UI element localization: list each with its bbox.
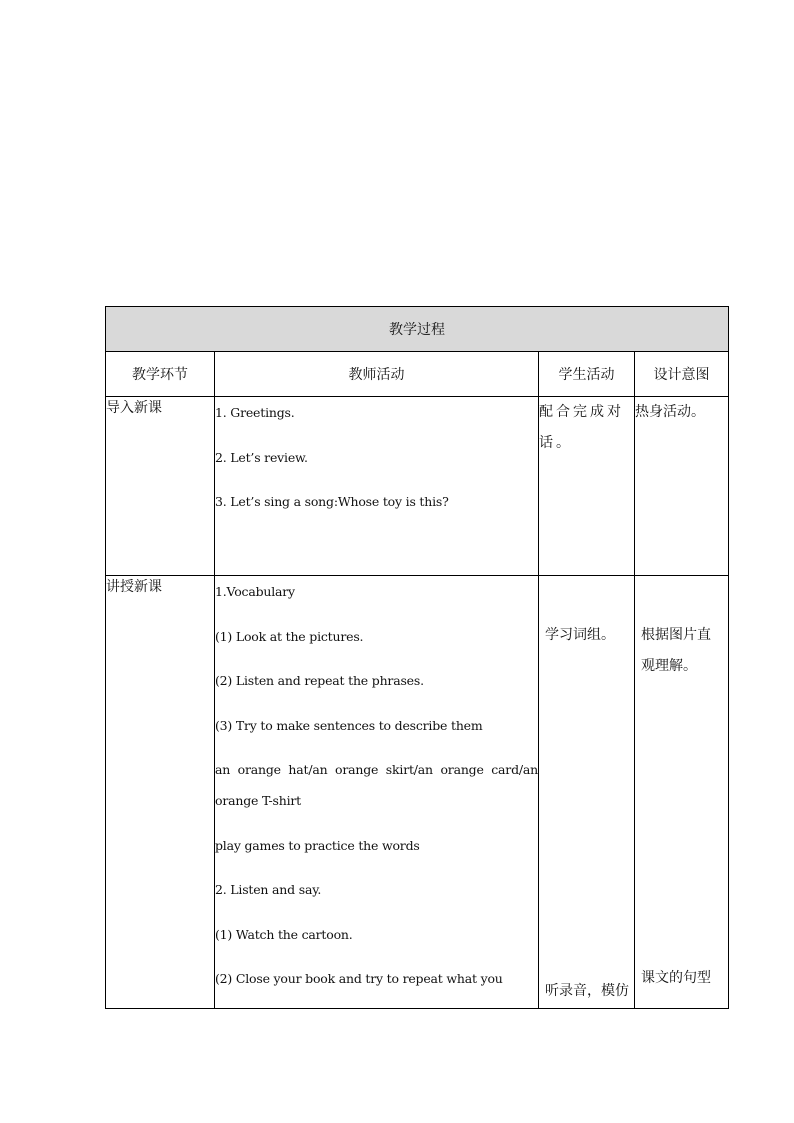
student-activity-text: 学习词组。 (545, 627, 615, 643)
student-activity-cell (539, 576, 635, 1009)
design-intent-text: 课文的句型 (641, 970, 711, 986)
table-title-row (106, 307, 729, 352)
design-intent-cell (635, 576, 729, 1009)
design-intent-cell: 热身活动。 (635, 397, 729, 576)
stage-cell: 讲授新课 (106, 576, 215, 1009)
header-stage: 教学环节 (106, 352, 215, 397)
teacher-line: play games to practice the words (215, 837, 420, 853)
student-activity-text: 听录音，模仿 (545, 983, 629, 999)
table-row (106, 397, 729, 576)
teacher-line: 3. Let’s sing a song:Whose toy is this? (215, 494, 449, 509)
teacher-line: (3) Try to make sentences to describe them (215, 717, 483, 733)
teacher-line: 2. Let’s review. (215, 449, 308, 465)
teacher-line: (1) Look at the pictures. (215, 628, 364, 644)
header-student-activity: 学生活动 (539, 352, 635, 397)
table-header-row (106, 352, 729, 397)
teacher-line: orange T-shirt (215, 793, 301, 808)
teacher-line: (2) Close your book and try to repeat what you (215, 971, 503, 986)
header-teacher-activity: 教师活动 (215, 352, 539, 397)
teacher-activity-cell (215, 397, 539, 576)
design-intent-text: 根据图片直观理解。 (641, 627, 711, 674)
teacher-line: an orange hat/an orange skirt/an orange card/an (215, 762, 538, 777)
teacher-line: 2. Listen and say. (215, 882, 322, 897)
teaching-process-table (105, 306, 729, 1009)
table-title: 教学过程 (106, 307, 729, 352)
teacher-line: 1. Greetings. (215, 405, 295, 420)
teacher-activity-cell (215, 576, 539, 1009)
stage-cell: 导入新课 (106, 397, 215, 576)
header-design-intent: 设计意图 (635, 352, 729, 397)
student-activity-cell: 配合完成对话。 (539, 397, 635, 576)
teacher-line: 1.Vocabulary (215, 584, 295, 599)
table-row (106, 576, 729, 1009)
teacher-line: (1) Watch the cartoon. (215, 926, 353, 942)
teacher-line: (2) Listen and repeat the phrases. (215, 673, 424, 688)
